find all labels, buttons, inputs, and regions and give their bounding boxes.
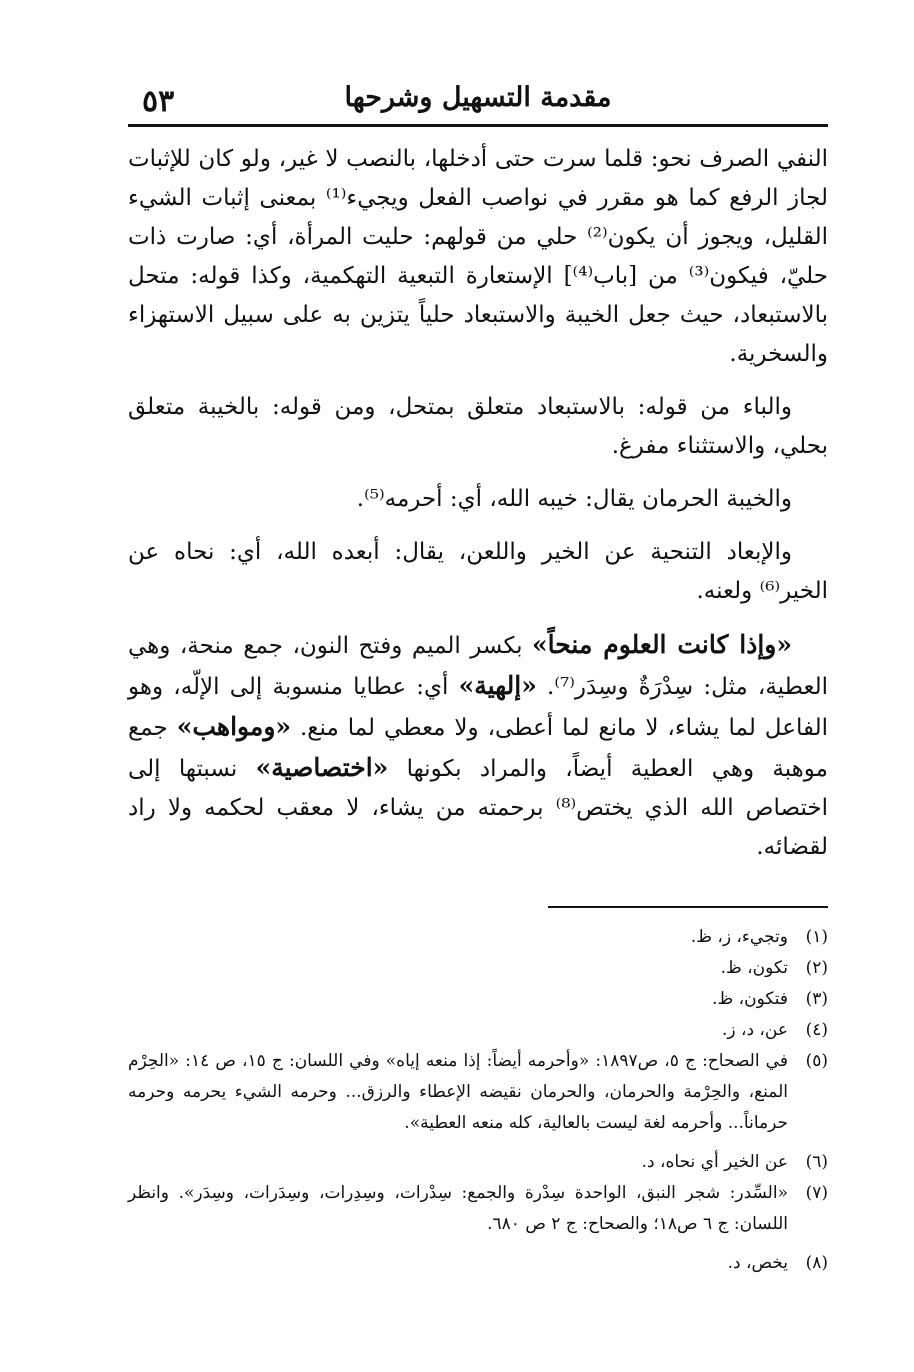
term-mawahib: «ومواهب» <box>176 712 292 741</box>
footnote <box>128 1147 828 1178</box>
term-ikhtisasiyya: «اختصاصية» <box>255 753 389 782</box>
footnote-text: عن الخير أي نحاه، د. <box>641 1152 788 1172</box>
running-title: مقدمة التسهيل وشرحها <box>344 82 612 113</box>
page-number: ٥٣ <box>142 84 175 119</box>
footnote <box>128 1015 828 1046</box>
header-rule <box>128 124 828 127</box>
paragraph-2: والباء من قوله: بالاستبعاد متعلق بمتحل، ومن قوله: بالخيبة متعلق بحلي، والاستثناء مفرغ. <box>128 394 828 459</box>
paragraph-4: والإبعاد التنحية عن الخير واللعن، يقال: أبعده الله، أي: نحاه عن الخير⁽⁶⁾ ولعنه. <box>128 539 828 604</box>
paragraph-5 <box>128 625 828 867</box>
term-ilahiyya: «إلهية» <box>458 671 537 700</box>
footnote-text: «السِّدر: شجر النبق، الواحدة سِدْرة والجمع: سِدْرات، وسِدِرات، وسِدَرات، وسِدَر». وانظر اللسان: ج ٦ ص١٨؛ والصحاح: ج ٢ ص ٦٨٠. <box>128 1183 788 1234</box>
footnote-text: تكون، ظ. <box>720 958 788 978</box>
footnote-number: (٧) <box>805 1183 828 1203</box>
footnote-text: فتكون، ظ. <box>712 989 788 1009</box>
footnote-number: (٨) <box>805 1253 828 1273</box>
footnote-number: (٦) <box>805 1152 828 1172</box>
footnote-number: (٣) <box>805 989 828 1009</box>
footnote <box>128 1046 828 1139</box>
footnote <box>128 922 828 953</box>
footnote-number: (١) <box>805 927 828 947</box>
footnote-number: (٤) <box>805 1020 828 1040</box>
main-text <box>128 140 828 881</box>
footnote-text: عن، د، ز. <box>721 1020 788 1040</box>
footnote-text: في الصحاح: ج ٥، ص١٨٩٧: «وأحرمه أيضاً: إذا منعه إياه» وفي اللسان: ج ١٥، ص ١٤: «الحِرْم المنع، والحِرْمة والحرمان، والحرمان نقيضه الإعطاء والرزق... وحرمه الشيء يحرمه وحرمه حرماناً... وأحرمه لغة ليست بالعالية، كله منعه العطية». <box>128 1051 788 1133</box>
term-minah: «وإذا كانت العلوم منحاً» <box>532 630 792 659</box>
footnote-text: وتجيء، ز، ظ. <box>690 927 788 947</box>
footnotes <box>128 922 828 1279</box>
footnote-rule <box>548 906 828 908</box>
footnote <box>128 1248 828 1279</box>
paragraph-1: النفي الصرف نحو: قلما سرت حتى أدخلها، بالنصب لا غير، ولو كان للإثبات لجاز الرفع كما هو مقرر في نواصب الفعل ويجيء⁽¹⁾ بمعنى إثبات الشيء القليل، ويجوز أن يكون⁽²⁾ حلي من قولهم: حليت المرأة، أي: صارت ذات حليّ، فيكون⁽³⁾ من [باب⁽⁴⁾] الإستعارة التبعية التهكمية، وكذا قوله: متحل بالاستبعاد، حيث جعل الخيبة والاستبعاد حلياً يتزين به على سبيل الاستهزاء والسخرية. <box>128 146 829 367</box>
footnote <box>128 1178 828 1240</box>
footnote-number: (٥) <box>805 1051 828 1071</box>
footnote <box>128 953 828 984</box>
footnote-text: يخص، د. <box>727 1253 788 1273</box>
paragraph-5-text-3: جمع موهبة وهي العطية أيضاً، والمراد بكونها <box>128 715 829 782</box>
paragraph-3: والخيبة الحرمان يقال: خيبه الله، أي: أحرمه⁽⁵⁾. <box>356 486 792 512</box>
paragraph-5-text-4: نسبتها إلى اختصاص الله الذي يختص⁽⁸⁾ برحمته من يشاء، لا معقب لحكمه ولا راد لقضائه. <box>128 756 828 860</box>
paragraph-5-text-1: بكسر الميم وفتح النون، جمع منحة، وهي العطية، مثل: سِدْرَةٌ وسِدَر⁽⁷⁾. <box>128 633 828 700</box>
page-header <box>128 78 828 122</box>
footnote-number: (٢) <box>805 958 828 978</box>
paragraph-5-text-2: أي: عطايا منسوبة إلى الإلّه، وهو الفاعل لما يشاء، لا مانع لما أعطى، ولا معطي لما منع. <box>128 674 828 741</box>
footnote <box>128 984 828 1015</box>
